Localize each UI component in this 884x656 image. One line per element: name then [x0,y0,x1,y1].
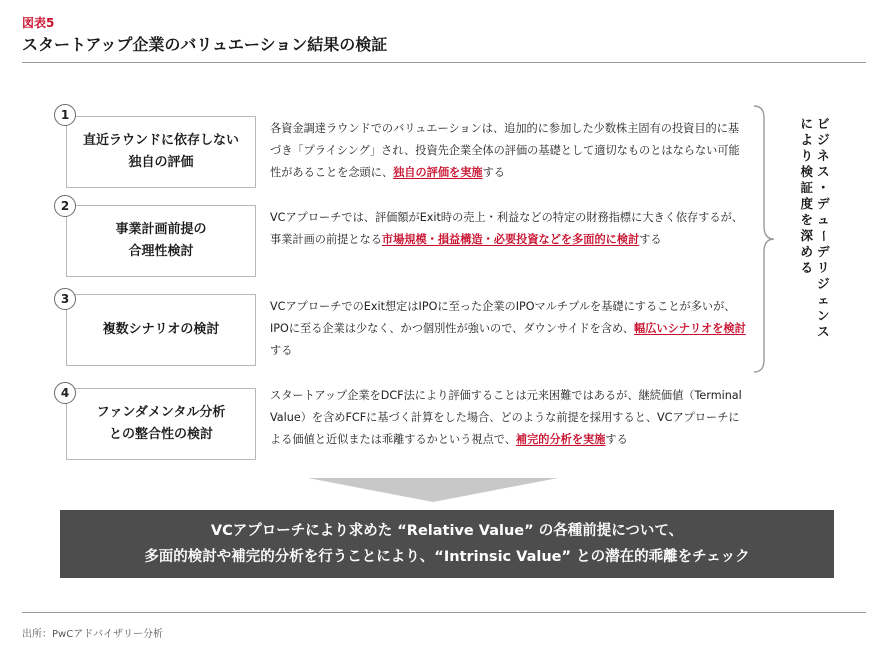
step-box-2 [66,205,256,277]
side-label-glyph: デ [817,244,830,259]
side-label-glyph: ス [817,324,830,339]
step-desc-4 [270,385,750,451]
side-label [790,116,840,366]
down-arrow-icon [308,478,558,502]
bottom-divider [22,612,866,613]
side-label-glyph: ュ [817,212,830,227]
step-desc-4-text: スタートアップ企業をDCF法により評価することは元来困難ではあるが、継続価値（Terminal Value）を含めFCFに基づく計算をした場合、どのような前提を採用すると、VCアプローチによる価値と近似または乖離するかという視点で、 [270,389,742,446]
step-desc-1-text: 各資金調達ラウンドでのバリュエーションは、追加的に参加した少数株主固有の投資目的に基づき「プライシング」され、投資先企業全体の評価の基礎として適切なものとはならない可能性があることを念頭に、 [270,122,740,179]
side-label-glyph: 度 [800,196,813,211]
step-desc-2-end: する [639,233,662,246]
step-title-2: 事業計画前提の 合理性検討 [115,222,207,259]
step-desc-1-highlight: 独自の評価を実施 [393,166,483,179]
banner-line-2: 多面的検討や補完的分析を行うことにより、“Intrinsic Value” との潜在的乖離をチェック [144,549,750,565]
side-label-glyph: リ [817,260,830,275]
side-label-glyph: ス [817,164,830,179]
side-label-glyph: デ [817,196,830,211]
side-label-glyph: よ [800,132,813,147]
figure-title: スタートアップ企業のバリュエーション結果の検証 [22,35,388,54]
step-box-3 [66,294,256,366]
step-desc-3-text: VCアプローチでのExit想定はIPOに至った企業のIPOマルチプルを基礎にすることが多いが、IPOに至る企業は少なく、かつ個別性が強いので、ダウンサイドを含め、 [270,300,736,335]
side-label-glyph: 検 [800,164,813,179]
side-label-glyph: を [800,212,813,227]
step-number-2: 2 [54,195,76,217]
conclusion-banner [60,510,834,578]
step-desc-3 [270,296,750,362]
step-number-1: 1 [54,104,76,126]
side-label-glyph: 深 [800,228,813,243]
step-desc-3-highlight: 幅広いシナリオを検討 [634,322,746,335]
step-desc-2 [270,207,750,251]
side-label-glyph: り [800,148,813,163]
side-label-glyph: に [800,116,813,131]
step-title-1: 直近ラウンドに依存しない 独自の評価 [82,133,239,170]
step-desc-1-end: する [482,166,505,179]
side-label-glyph: ジ [817,132,830,147]
step-desc-1 [270,118,750,184]
step-desc-4-highlight: 補完的分析を実施 [515,433,606,446]
side-label-glyph: め [800,244,813,259]
side-label-col-2 [800,116,813,366]
step-number-4: 4 [54,382,76,404]
side-label-glyph: ェ [817,292,830,307]
side-label-glyph: る [800,260,813,275]
figure-label: 図表5 [22,16,55,30]
side-label-glyph: ン [817,308,830,323]
side-label-col-1 [817,116,830,366]
curly-bracket [752,104,776,374]
step-title-4: ファンダメンタル分析 との整合性の検討 [96,405,226,442]
step-number-3: 3 [54,288,76,310]
side-label-glyph: 証 [800,180,813,195]
step-box-4 [66,388,256,460]
step-desc-3-end: する [270,344,293,357]
side-label-glyph: ジ [817,276,830,291]
step-desc-2-text: VCアプローチでは、評価額がExit時の売上・利益などの特定の財務指標に大きく依存するが、事業計画の前提となる [270,211,743,246]
step-box-1 [66,116,256,188]
step-desc-4-end: する [605,433,628,446]
top-divider [22,62,866,63]
step-desc-2-highlight: 市場規模・損益構造・必要投資などを多面的に検討 [381,233,640,246]
side-label-glyph: ー [816,229,832,243]
side-label-glyph: ビ [817,116,830,131]
side-label-glyph: ・ [817,180,830,195]
banner-line-1: VCアプローチにより求めた “Relative Value” の各種前提について、 [210,523,684,539]
source-note: 出所：PwCアドバイザリー分析 [22,629,163,640]
side-label-glyph: ネ [817,148,830,163]
step-title-3: 複数シナリオの検討 [102,322,220,337]
